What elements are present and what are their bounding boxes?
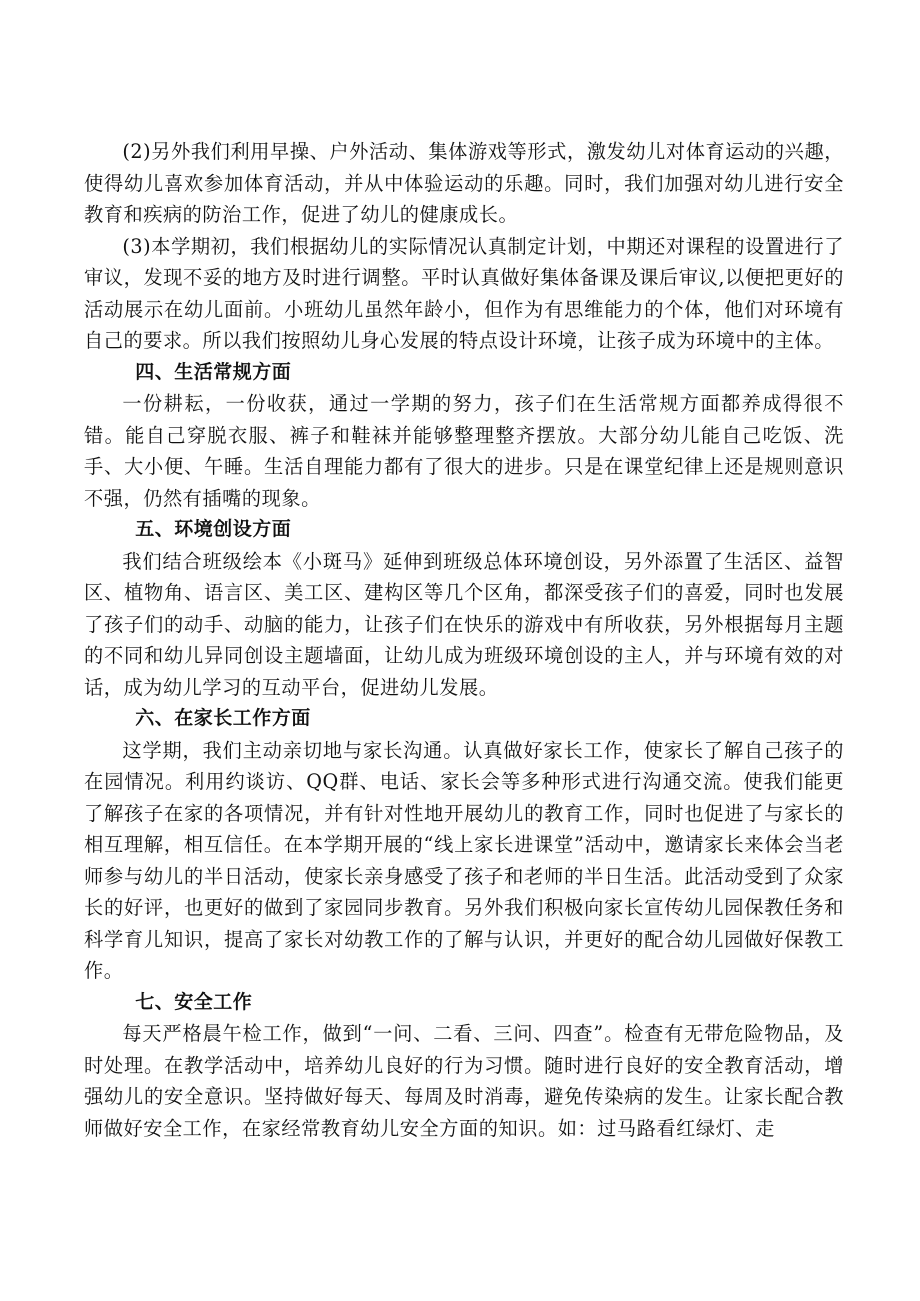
paragraph-health-activities: (2)另外我们利用早操、户外活动、集体游戏等形式，激发幼儿对体育运动的兴趣，使得幼儿喜欢参加体育活动，并从中体验运动的乐趣。同时，我们加强对幼儿进行安全教育和疾病的防治工作，促进了幼儿的健康成长。 <box>84 140 844 226</box>
paragraph-curriculum-planning: (3)本学期初，我们根据幼儿的实际情况认真制定计划，中期还对课程的设置进行了审议，发现不妥的地方及时进行调整。平时认真做好集体备课及课后审议,以便把更好的活动展示在幼儿面前。小班幼儿虽然年龄小，但作为有思维能力的个体，他们对环境有自己的要求。所以我们按照幼儿身心发展的特点设计环境，让孩子成为环境中的主体。 <box>84 234 844 352</box>
paragraph-parent-work: 这学期，我们主动亲切地与家长沟通。认真做好家长工作，使家长了解自己孩子的在园情况。利用约谈访、QQ群、电话、家长会等多种形式进行沟通交流。使我们能更了解孩子在家的各项情况，并有针对性地开展幼儿的教育工作，同时也促进了与家长的相互理解，相互信任。在本学期开展的“线上家长进课堂”活动中，邀请家长来体会当老师参与幼儿的半日活动，使家长亲身感受了孩子和老师的半日生活。此活动受到了众家长的好评，也更好的做到了家园同步教育。另外我们积极向家长宣传幼儿园保教任务和科学育儿知识，提高了家长对幼教工作的了解与认识，并更好的配合幼儿园做好保教工作。 <box>84 738 844 982</box>
paragraph-safety: 每天严格晨午检工作，做到“一问、二看、三问、四查”。检查有无带危险物品，及时处理。在教学活动中，培养幼儿良好的行为习惯。随时进行良好的安全教育活动，增强幼儿的安全意识。坚持做好每天、每周及时消毒，避免传染病的发生。让家长配合教师做好安全工作，在家经常教育幼儿安全方面的知识。如：过马路看红绿灯、走 <box>84 1022 844 1140</box>
section-heading-parent-work: 六、在家长工作方面 <box>135 707 311 729</box>
paragraph-daily-routine: 一份耕耘，一份收获，通过一学期的努力，孩子们在生活常规方面都养成得很不错。能自己穿脱衣服、裤子和鞋袜并能够整理整齐摆放。大部分幼儿能自己吃饭、洗手、大小便、午睡。生活自理能力都有了很大的进步。只是在课堂纪律上还是规则意识不强，仍然有插嘴的现象。 <box>84 392 844 510</box>
section-heading-daily-routine: 四、生活常规方面 <box>135 360 292 383</box>
document-page <box>84 136 844 1144</box>
paragraph-environment: 我们结合班级绘本《小斑马》延伸到班级总体环境创设，另外添置了生活区、益智区、植物角、语言区、美工区、建构区等几个区角，都深受孩子们的喜爱，同时也发展了孩子们的动手、动脑的能力，让孩子们在快乐的游戏中有所收获，另外根据每月主题的不同和幼儿异同创设主题墙面，让幼儿成为班级环境创设的主人，并与环境有效的对话，成为幼儿学习的互动平台，促进幼儿发展。 <box>84 549 844 699</box>
section-heading-environment: 五、环境创设方面 <box>135 518 292 540</box>
section-heading-safety: 七、安全工作 <box>135 990 253 1013</box>
